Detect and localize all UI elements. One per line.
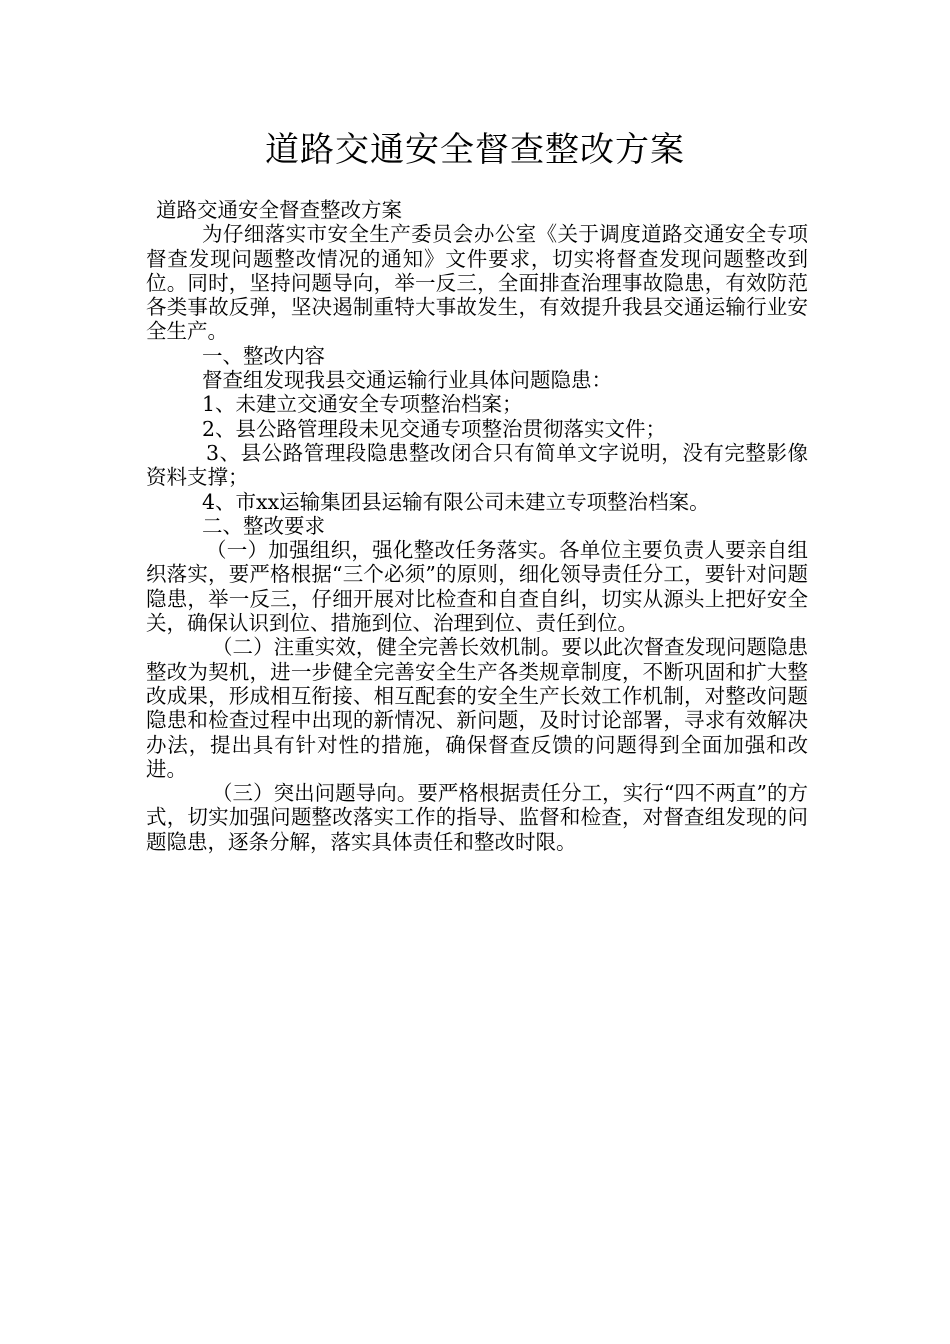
issue-item-4: 4、市xx运输集团县运输有限公司未建立专项整治档案。 [202,489,710,514]
requirement-paragraph-1: （一）加强组织，强化整改任务落实。各单位主要负责人要亲自组织落实，要严格根据“三个必须”的原则，细化领导责任分工，要针对问题隐患，举一反三，仔细开展对比检查和自查自纠，切实从源头上把好安全关，确保认识到位、措施到位、治理到位、责任到位。 [146,538,808,636]
issues-intro-paragraph: 督查组发现我县交通运输行业具体问题隐患： [202,368,612,393]
issue-item-1: 1、未建立交通安全专项整治档案； [202,392,523,417]
issue-item-3: 3、县公路管理段隐患整改闭合只有简单文字说明，没有完整影像资料支撑； [146,440,808,490]
document-subtitle: 道路交通安全督查整改方案 [156,198,402,222]
issue-item-2: 2、县公路管理段未见交通专项整治贯彻落实文件； [202,416,667,441]
intro-paragraph: 为仔细落实市安全生产委员会办公室《关于调度道路交通安全专项督查发现问题整改情况的通知》文件要求，切实将督查发现问题整改到位。同时，坚持问题导向，举一反三，全面排查治理事故隐患，有效防范各类事故反弹，坚决遏制重特大事故发生，有效提升我县交通运输行业安全生产。 [146,222,808,344]
document-title: 道路交通安全督查整改方案 [265,130,685,170]
section-heading-rectification-requirements: 二、整改要求 [202,513,325,538]
requirement-paragraph-3: （三）突出问题导向。要严格根据责任分工，实行“四不两直”的方式，切实加强问题整改落实工作的指导、监督和检查，对督查组发现的问题隐患，逐条分解，落实具体责任和整改时限。 [146,781,808,854]
requirement-paragraph-2: （二）注重实效，健全完善长效机制。要以此次督查发现问题隐患整改为契机，进一步健全完善安全生产各类规章制度，不断巩固和扩大整改成果，形成相互衔接、相互配套的安全生产长效工作机制，对整改问题隐患和检查过程中出现的新情况、新问题，及时讨论部署，寻求有效解决办法，提出具有针对性的措施，确保督查反馈的问题得到全面加强和改进。 [146,635,808,781]
section-heading-rectification-content: 一、整改内容 [202,343,325,368]
document-body [146,198,808,854]
